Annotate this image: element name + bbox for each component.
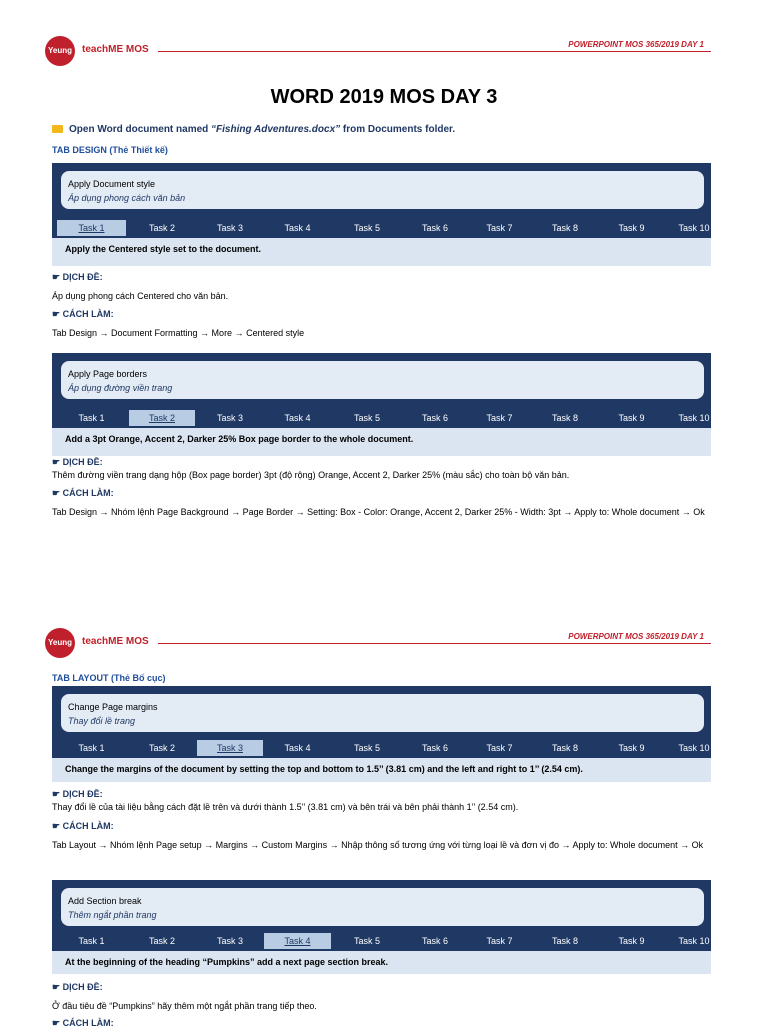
task-tab-10[interactable]: Task 10 <box>678 743 710 753</box>
logo: Yeung <box>45 36 75 66</box>
steps-text: Tab Design → Nhóm lệnh Page Background → Page Border → Setting: Box - Color: Orange, Accent 2, Darker 25% - Width: 3pt → Apply to: Whole document → Ok <box>52 507 705 517</box>
translate-label-text: DỊCH ĐỀ: <box>62 982 103 992</box>
header-course: POWERPOINT MOS 365/2019 DAY 1 <box>568 40 704 49</box>
task-title: Apply Page borders <box>68 369 148 379</box>
task-subtitle: Thay đổi lề trang <box>68 716 136 726</box>
task-description-text: Add a 3pt Orange, Accent 2, Darker 25% Box page border to the whole document. <box>65 434 414 444</box>
header-rule <box>158 51 711 52</box>
folder-icon <box>52 125 63 133</box>
task-description <box>52 758 711 782</box>
task-tab-7[interactable]: Task 7 <box>486 936 513 946</box>
task-tab-9[interactable]: Task 9 <box>618 936 645 946</box>
translation-text: Thay đổi lề của tài liệu bằng cách đặt lề trên và dưới thành 1.5’’ (3.81 cm) và bên trái và bên phải thành 1’’ (2.54 cm). <box>52 802 519 812</box>
task-tab-6[interactable]: Task 6 <box>421 936 448 946</box>
task-title: Change Page margins <box>68 702 158 712</box>
task-tab-7[interactable]: Task 7 <box>486 743 513 753</box>
translate-label: ☛ DỊCH ĐỀ: <box>52 272 103 282</box>
translate-label-text: DỊCH ĐỀ: <box>62 789 103 799</box>
task-subtitle: Thêm ngắt phần trang <box>68 910 157 920</box>
task-tab-1[interactable]: Task 1 <box>78 743 105 753</box>
task-tab-3[interactable]: Task 3 <box>216 936 243 946</box>
translate-label: ☛ DỊCH ĐỀ: <box>52 789 103 799</box>
task-tab-1[interactable]: Task 1 <box>57 220 126 236</box>
task-tab-4[interactable]: Task 4 <box>284 743 311 753</box>
task-tab-5[interactable]: Task 5 <box>353 223 380 233</box>
task-tab-2[interactable]: Task 2 <box>148 743 175 753</box>
task-title: Apply Document style <box>68 179 156 189</box>
howto-label: ☛ CÁCH LÀM: <box>52 488 114 498</box>
howto-label: ☛ CÁCH LÀM: <box>52 309 114 319</box>
task-card <box>61 171 704 209</box>
task-tabs <box>57 410 710 426</box>
task-tab-8[interactable]: Task 8 <box>551 936 578 946</box>
task-tab-8[interactable]: Task 8 <box>551 413 578 423</box>
task-tab-8[interactable]: Task 8 <box>551 223 578 233</box>
task-tab-3[interactable]: Task 3 <box>197 740 263 756</box>
brand-name: teachME MOS <box>82 636 149 647</box>
task-tab-3[interactable]: Task 3 <box>216 413 243 423</box>
task-tab-7[interactable]: Task 7 <box>486 223 513 233</box>
brand-name: teachME MOS <box>82 44 149 55</box>
task-tab-2[interactable]: Task 2 <box>148 223 175 233</box>
translation-text: Áp dụng phong cách Centered cho văn bản. <box>52 291 229 301</box>
task-tab-5[interactable]: Task 5 <box>353 743 380 753</box>
task-tabs <box>57 933 710 949</box>
translate-label-text: DỊCH ĐỀ: <box>62 272 103 282</box>
intro-line <box>52 124 455 135</box>
task-card <box>61 361 704 399</box>
intro-after: from Documents folder. <box>340 124 456 135</box>
task-block <box>52 686 711 782</box>
page-header <box>0 628 768 664</box>
task-tab-5[interactable]: Task 5 <box>353 936 380 946</box>
steps-text: Tab Layout → Nhóm lệnh Page setup → Margins → Custom Margins → Nhập thông số tương ứng với từng loại lề và đơn vị đo → Apply to: Whole document → Ok <box>52 840 704 850</box>
translate-label: ☛ DỊCH ĐỀ: <box>52 457 103 467</box>
task-subtitle: Áp dụng phong cách văn bản <box>68 193 186 203</box>
task-tab-6[interactable]: Task 6 <box>421 743 448 753</box>
translate-label: ☛ DỊCH ĐỀ: <box>52 982 103 992</box>
task-tab-10[interactable]: Task 10 <box>678 413 710 423</box>
task-tab-6[interactable]: Task 6 <box>421 413 448 423</box>
document-title: WORD 2019 MOS DAY 3 <box>270 86 498 108</box>
task-card <box>61 888 704 926</box>
howto-label-text: CÁCH LÀM: <box>62 1018 114 1028</box>
task-tab-1[interactable]: Task 1 <box>78 936 105 946</box>
task-block <box>52 353 711 456</box>
task-tab-8[interactable]: Task 8 <box>551 743 578 753</box>
howto-label-text: CÁCH LÀM: <box>62 488 114 498</box>
task-tab-2[interactable]: Task 2 <box>129 410 195 426</box>
intro-file: “Fishing Adventures.docx” <box>211 124 341 135</box>
task-block <box>52 880 711 974</box>
page-header <box>0 36 768 72</box>
task-subtitle: Áp dụng đường viền trang <box>68 383 173 393</box>
section-heading-layout: TAB LAYOUT (Thẻ Bố cục) <box>52 673 166 683</box>
task-tab-2[interactable]: Task 2 <box>148 936 175 946</box>
logo: Yeung <box>45 628 75 658</box>
task-card <box>61 694 704 732</box>
task-tab-6[interactable]: Task 6 <box>421 223 448 233</box>
steps-text: Tab Design → Document Formatting → More → Centered style <box>52 328 305 338</box>
task-description-text: Apply the Centered style set to the document. <box>65 244 262 254</box>
task-tab-7[interactable]: Task 7 <box>486 413 513 423</box>
task-tab-4[interactable]: Task 4 <box>284 413 311 423</box>
howto-label: ☛ CÁCH LÀM: <box>52 1018 114 1028</box>
howto-label-text: CÁCH LÀM: <box>62 821 114 831</box>
task-tabs <box>57 220 710 236</box>
task-tab-9[interactable]: Task 9 <box>618 743 645 753</box>
section-heading-design: TAB DESIGN (Thẻ Thiết kế) <box>52 145 168 155</box>
translate-label-text: DỊCH ĐỀ: <box>62 457 103 467</box>
intro-before: Open Word document named <box>69 124 212 135</box>
task-description-text: Change the margins of the document by setting the top and bottom to 1.5’’ (3.81 cm) and the left and right to 1’’ (2.54 cm). <box>65 764 583 774</box>
task-tabs <box>57 740 710 756</box>
task-description <box>52 238 711 266</box>
translation-text: Thêm đường viền trang dạng hộp (Box page border) 3pt (độ rộng) Orange, Accent 2, Darker 25% (màu sắc) cho toàn bộ văn bản. <box>52 470 570 480</box>
task-tab-10[interactable]: Task 10 <box>678 223 710 233</box>
howto-label-text: CÁCH LÀM: <box>62 309 114 319</box>
task-block <box>52 163 711 266</box>
task-tab-4[interactable]: Task 4 <box>264 933 331 949</box>
task-tab-10[interactable]: Task 10 <box>678 936 710 946</box>
task-title: Add Section break <box>68 896 142 906</box>
task-tab-4[interactable]: Task 4 <box>284 223 311 233</box>
task-description-text: At the beginning of the heading “Pumpkins” add a next page section break. <box>65 957 389 967</box>
task-tab-9[interactable]: Task 9 <box>618 223 645 233</box>
header-rule <box>158 643 711 644</box>
task-description <box>52 428 711 456</box>
task-description <box>52 951 711 974</box>
translation-text: Ở đầu tiêu đề “Pumpkins” hãy thêm một ngắt phần trang tiếp theo. <box>52 1001 317 1011</box>
task-tab-3[interactable]: Task 3 <box>216 223 243 233</box>
header-course: POWERPOINT MOS 365/2019 DAY 1 <box>568 632 704 641</box>
howto-label: ☛ CÁCH LÀM: <box>52 821 114 831</box>
task-tab-5[interactable]: Task 5 <box>353 413 380 423</box>
task-tab-1[interactable]: Task 1 <box>78 413 105 423</box>
task-tab-9[interactable]: Task 9 <box>618 413 645 423</box>
